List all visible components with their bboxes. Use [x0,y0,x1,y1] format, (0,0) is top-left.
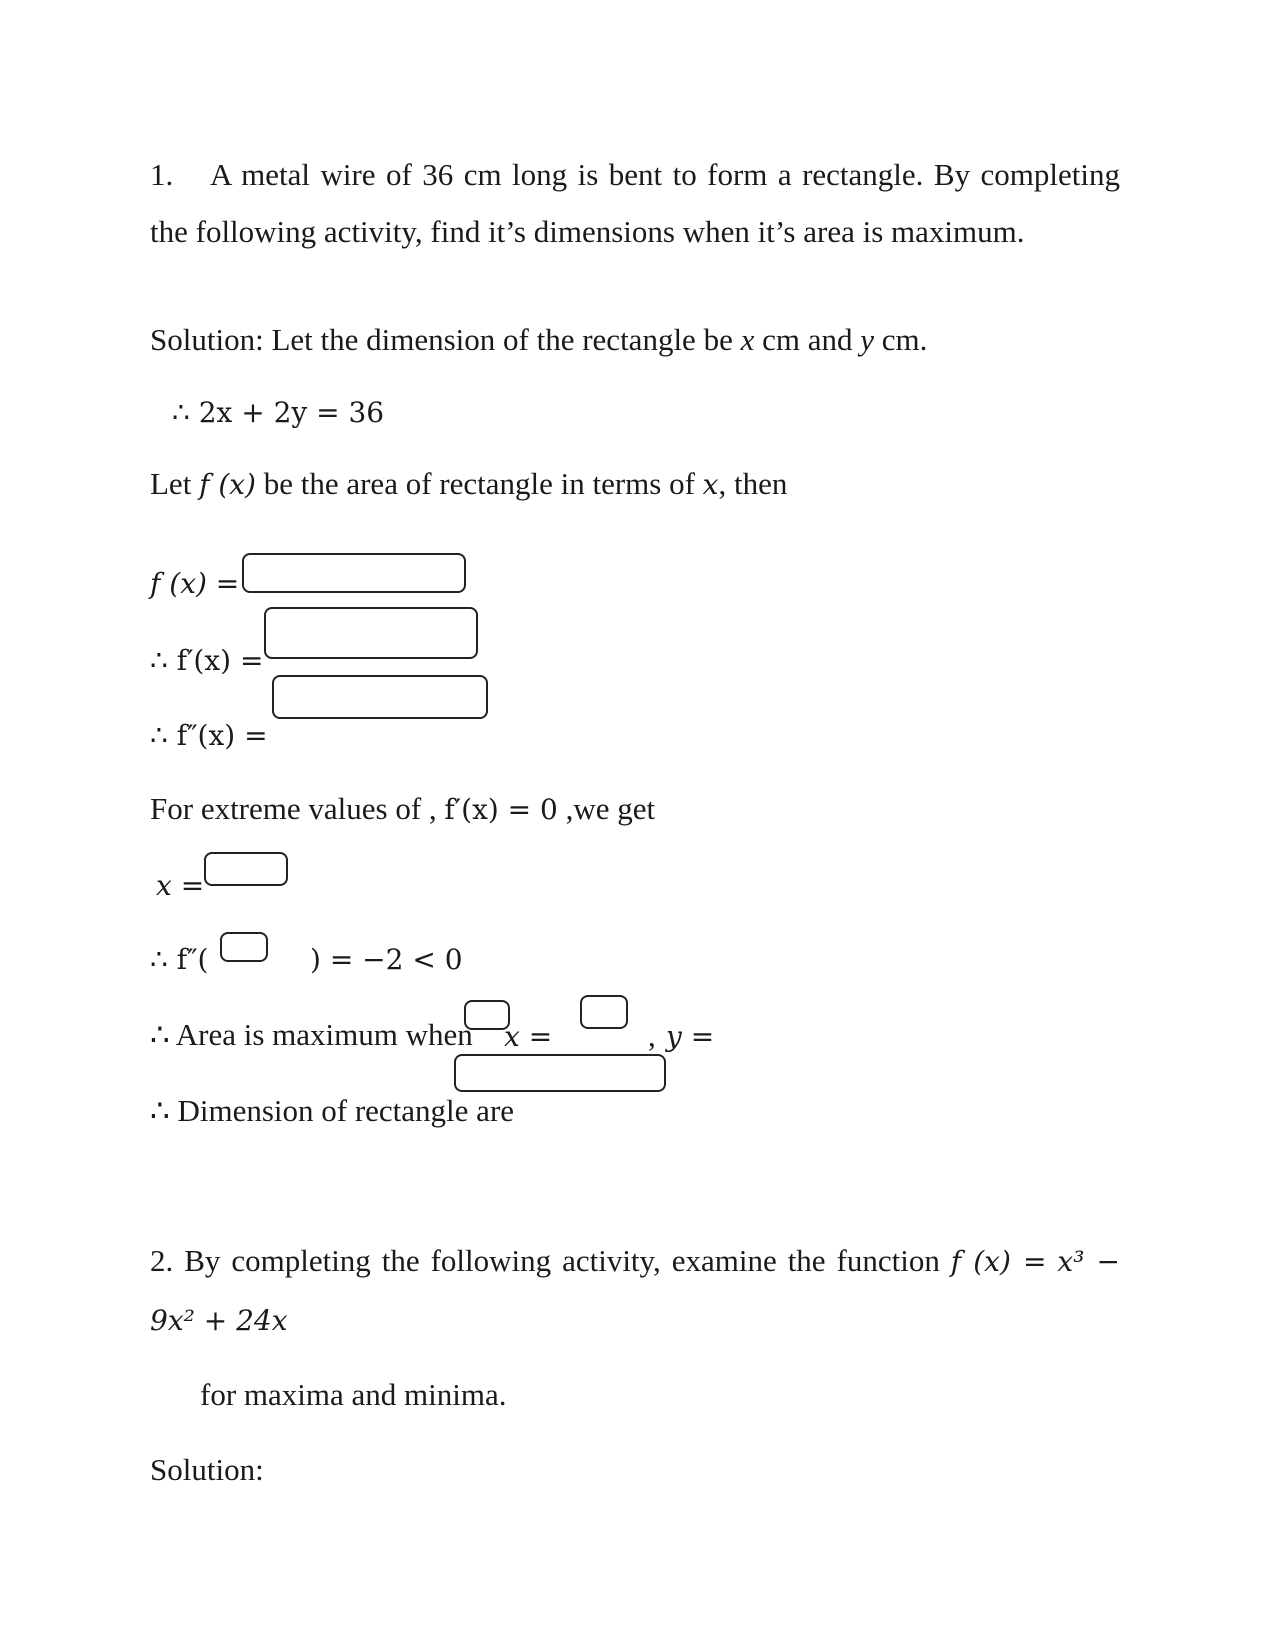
let-x-symbol: x [702,468,719,501]
let-fx-line [150,466,787,503]
let-mid-text: be the area of rectangle in terms of [263,466,695,501]
question-2-text: 2. By completing the following activity, examine the function [150,1243,940,1278]
area-y-equals: y = [666,1020,715,1053]
second-derivative-check-left: ∴ f″( [150,943,209,976]
cm-end-text: cm. [881,322,928,357]
question-1-number: 1. [150,157,174,192]
var-x: x [740,322,755,357]
fx-answer-box[interactable] [242,553,466,593]
solution-intro-line [150,322,927,358]
dimension-text: ∴ Dimension of rectangle are [150,1093,515,1128]
dimension-answer-box[interactable] [454,1054,666,1092]
f-prime-answer-box[interactable] [264,607,478,659]
f-double-prime-label: ∴ f″(x) = [150,719,268,752]
x-equals-label: x = [156,869,205,902]
fx-symbol: f (x) [199,468,256,501]
let-prefix: Let [150,466,192,501]
second-derivative-x-box[interactable] [220,932,268,962]
question-2-solution-label: Solution: [150,1452,264,1487]
extreme-equation: f′(x) = 0 [444,793,558,826]
f-prime-label: ∴ f′(x) = [150,644,264,677]
area-max-text: ∴ Area is maximum when [150,1017,473,1052]
perimeter-equation: ∴ 2x + 2y = 36 [172,396,385,429]
maxima-minima-text: for maxima and minima. [200,1377,507,1412]
var-y: y [860,322,874,357]
solution-intro-text: Solution: Let the dimension of the rectangle be [150,322,733,357]
f-double-prime-answer-box[interactable] [272,675,488,719]
question-2-statement [150,1232,1120,1350]
let-end-text: , then [718,466,788,501]
second-derivative-check-right: ) = −2 < 0 [310,943,463,976]
question-1-statement [150,146,1120,260]
area-x-answer-box[interactable] [580,995,628,1029]
x-answer-box[interactable] [204,852,288,886]
fx-equals-label: f (x) = [150,567,240,600]
extreme-prefix: For extreme values of , [150,791,437,826]
function-rhs: x³ − 9x² + 24x [150,1245,1120,1337]
question-1-text: A metal wire of 36 cm long is bent to form a rectangle. By completing the following activity, find it’s dimensions when it’s area is maximum. [150,157,1120,249]
extreme-suffix: ,we get [565,791,656,826]
extreme-values-line [150,791,655,828]
area-x-equals: x = [504,1020,553,1053]
cm-and-text: cm and [762,322,853,357]
function-lhs: f (x) = [950,1245,1047,1278]
area-comma: , [648,1018,656,1053]
